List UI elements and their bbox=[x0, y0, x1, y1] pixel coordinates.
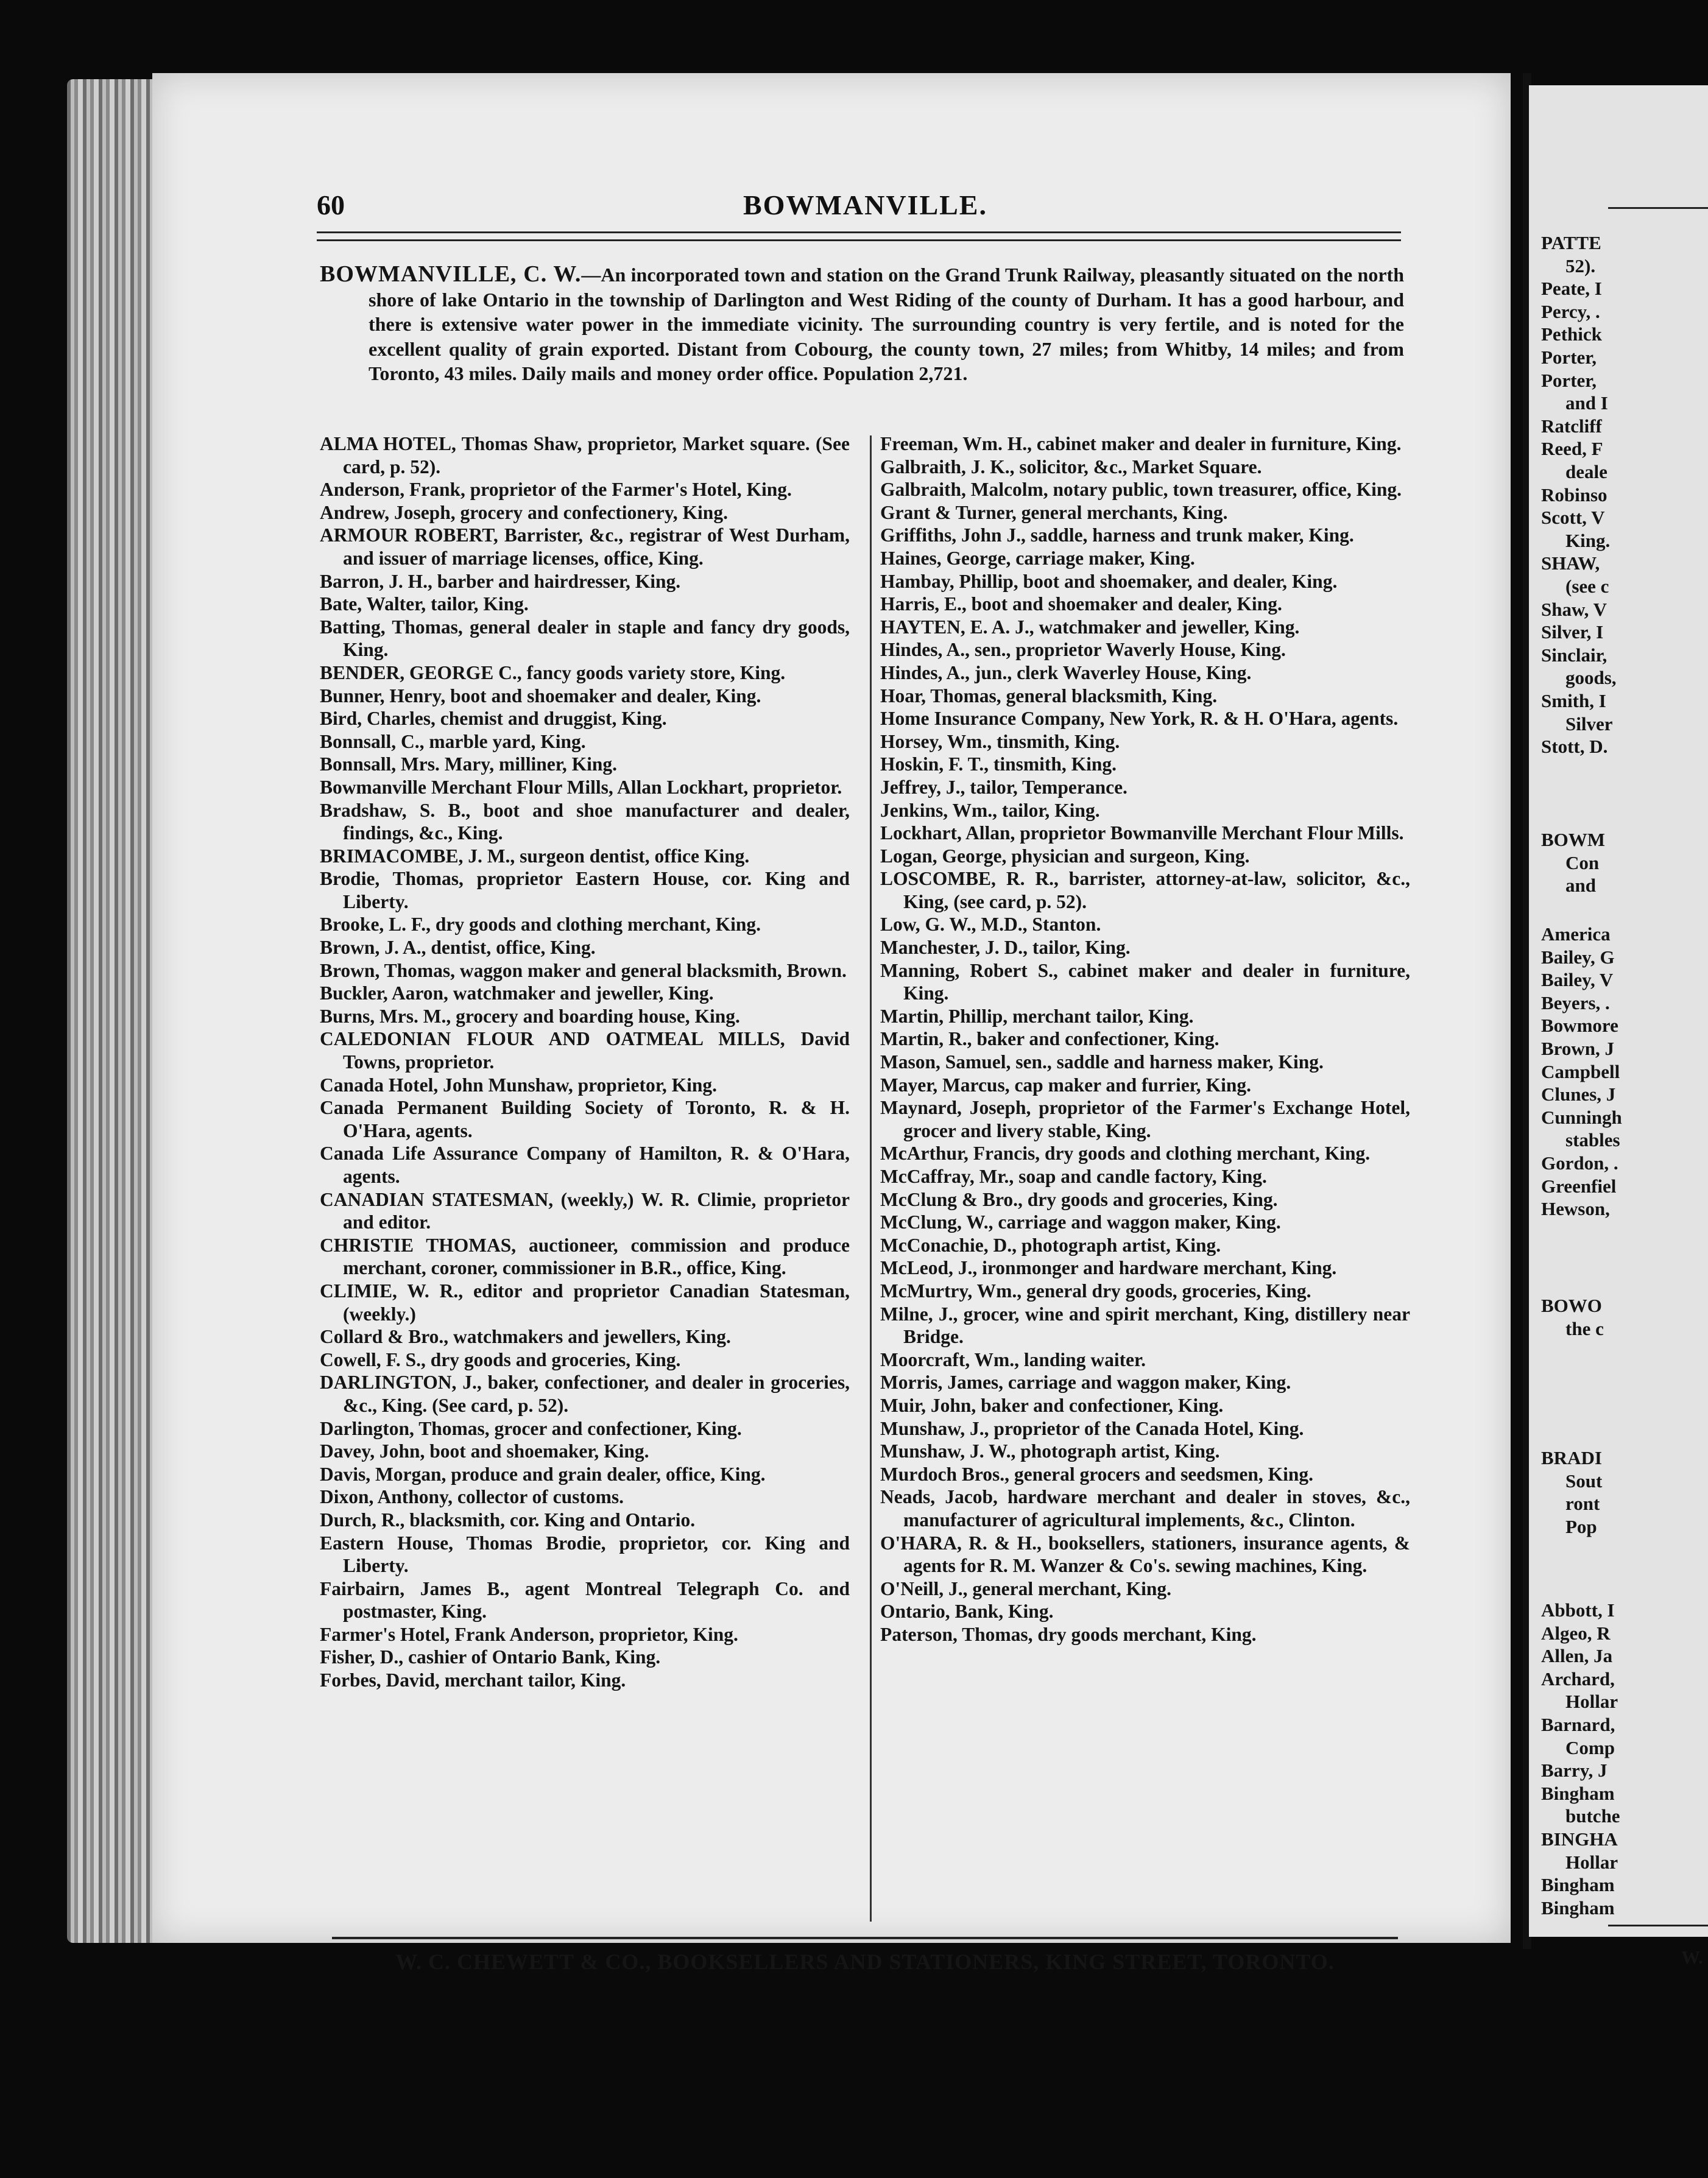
header-double-rule bbox=[317, 231, 1401, 241]
facing-page-fragment: Bingham bbox=[1541, 1874, 1615, 1896]
directory-entry: Freeman, Wm. H., cabinet maker and dealer in furniture, King. bbox=[880, 433, 1402, 454]
directory-entry: Hindes, A., sen., proprietor Waverly House, King. bbox=[880, 639, 1286, 661]
directory-entry: Darlington, Thomas, grocer and confectioner, King. bbox=[320, 1417, 742, 1439]
facing-page-fragment: Con bbox=[1565, 851, 1600, 873]
directory-entry: Farmer's Hotel, Frank Anderson, proprietor, King. bbox=[320, 1623, 738, 1645]
directory-entry: Brown, Thomas, waggon maker and general blacksmith, Brown. bbox=[320, 959, 847, 981]
directory-entry: McLeod, J., ironmonger and hardware merchant, King. bbox=[880, 1257, 1337, 1279]
directory-entry: Fairbairn, James B., agent Montreal Telegraph Co. and postmaster, King. bbox=[320, 1577, 850, 1623]
directory-entry: Munshaw, J. W., photograph artist, King. bbox=[880, 1440, 1220, 1462]
directory-entry: Hindes, A., jun., clerk Waverley House, King. bbox=[880, 661, 1252, 683]
directory-entry: Anderson, Frank, proprietor of the Farmer's Hotel, King. bbox=[320, 479, 792, 501]
directory-entry: Griffiths, John J., saddle, harness and trunk maker, King. bbox=[880, 524, 1354, 546]
directory-entry: Barron, J. H., barber and hairdresser, King. bbox=[320, 570, 681, 592]
directory-entry: Maynard, Joseph, proprietor of the Farmer's Exchange Hotel, grocer and livery stable, King. bbox=[880, 1097, 1410, 1141]
page-header bbox=[317, 189, 1401, 225]
directory-entry: Galbraith, Malcolm, notary public, town treasurer, office, King. bbox=[880, 479, 1402, 501]
directory-entry: Morris, James, carriage and waggon maker, King. bbox=[880, 1372, 1291, 1394]
facing-page-fragment: Barry, J bbox=[1541, 1760, 1607, 1782]
directory-entry: Andrew, Joseph, grocery and confectionery, King. bbox=[320, 501, 728, 523]
facing-page-fragment: Reed, F bbox=[1541, 438, 1603, 460]
facing-page-fragment: Silver, I bbox=[1541, 621, 1604, 643]
directory-entry: CANADIAN STATESMAN, (weekly,) W. R. Climie, proprietor and editor. bbox=[320, 1188, 850, 1233]
directory-entry: Canada Life Assurance Company of Hamilton, R. & O'Hara, agents. bbox=[320, 1143, 850, 1187]
facing-page-fragment: Smith, I bbox=[1541, 690, 1606, 711]
facing-page-fragment: Allen, Ja bbox=[1541, 1645, 1613, 1667]
facing-page-fragment: Bowmore bbox=[1541, 1015, 1618, 1037]
facing-page-fragment: SHAW, bbox=[1541, 552, 1600, 574]
directory-entry: BRIMACOMBE, J. M., surgeon dentist, office King. bbox=[320, 845, 750, 867]
facing-page-fragment: ront bbox=[1565, 1493, 1600, 1515]
facing-page-fragment: Silver bbox=[1565, 713, 1613, 735]
facing-page-fragment: Porter, bbox=[1541, 369, 1597, 391]
facing-page-rule bbox=[1608, 207, 1708, 209]
directory-entry: Bate, Walter, tailor, King. bbox=[320, 593, 529, 615]
facing-page-fragment: (see c bbox=[1565, 576, 1609, 597]
facing-page-fragment: 52). bbox=[1565, 255, 1596, 277]
book-page-edges bbox=[67, 79, 164, 1943]
facing-page-fragment: Beyers, . bbox=[1541, 992, 1610, 1013]
directory-entry: McClung, W., carriage and waggon maker, King. bbox=[880, 1211, 1281, 1233]
directory-entry: Grant & Turner, general merchants, King. bbox=[880, 501, 1228, 523]
directory-entry: McConachie, D., photograph artist, King. bbox=[880, 1234, 1221, 1256]
facing-page-fragment: King. bbox=[1565, 529, 1611, 551]
facing-page-fragment: Pop bbox=[1565, 1515, 1597, 1537]
directory-entry: Canada Permanent Building Society of Toronto, R. & H. O'Hara, agents. bbox=[320, 1097, 850, 1141]
directory-entry: Home Insurance Company, New York, R. & H. O'Hara, agents. bbox=[880, 708, 1399, 730]
facing-page-fragment: stables bbox=[1565, 1129, 1620, 1151]
publisher-footer: W. C. CHEWETT & CO., BOOKSELLERS AND STATIONERS, KING STREET, TORONTO. bbox=[395, 1950, 1335, 1974]
directory-entry: Brodie, Thomas, proprietor Eastern House, cor. King and Liberty. bbox=[320, 868, 850, 912]
facing-page-fragment: Archard, bbox=[1541, 1668, 1615, 1690]
directory-entry: Burns, Mrs. M., grocery and boarding house, King. bbox=[320, 1005, 740, 1027]
facing-page-fragment: butche bbox=[1565, 1805, 1620, 1827]
facing-page-fragment: Stott, D. bbox=[1541, 736, 1608, 758]
directory-entry: Bird, Charles, chemist and druggist, King. bbox=[320, 708, 667, 730]
directory-entry: Logan, George, physician and surgeon, King. bbox=[880, 845, 1250, 867]
facing-page-fragment: Gordon, . bbox=[1541, 1152, 1618, 1174]
town-name: BOWMANVILLE, C. W. bbox=[320, 261, 582, 287]
directory-entry: HAYTEN, E. A. J., watchmaker and jeweller, King. bbox=[880, 616, 1300, 638]
facing-page-fragment: the c bbox=[1565, 1317, 1604, 1339]
facing-page-fragment: deale bbox=[1565, 461, 1607, 482]
running-head-title: BOWMANVILLE. bbox=[743, 189, 987, 220]
directory-entry: Bonnsall, C., marble yard, King. bbox=[320, 730, 586, 752]
facing-page-fragment: Hewson, bbox=[1541, 1198, 1610, 1220]
facing-page-fragment: Bailey, V bbox=[1541, 969, 1614, 991]
directory-entry: Davey, John, boot and shoemaker, King. bbox=[320, 1440, 649, 1462]
directory-entry: Neads, Jacob, hardware merchant and dealer in stoves, &c., manufacturer of agricultural implements, &c., Clinton. bbox=[880, 1486, 1410, 1531]
directory-entry: CALEDONIAN FLOUR AND OATMEAL MILLS, David Towns, proprietor. bbox=[320, 1028, 850, 1073]
directory-entry: Murdoch Bros., general grocers and seedsmen, King. bbox=[880, 1463, 1314, 1485]
directory-entry: Cowell, F. S., dry goods and groceries, King. bbox=[320, 1348, 681, 1370]
directory-entry: Hoskin, F. T., tinsmith, King. bbox=[880, 753, 1117, 775]
directory-entry: Davis, Morgan, produce and grain dealer, office, King. bbox=[320, 1463, 766, 1485]
directory-entry: CLIMIE, W. R., editor and proprietor Canadian Statesman, (weekly.) bbox=[320, 1280, 850, 1325]
directory-entry: Horsey, Wm., tinsmith, King. bbox=[880, 730, 1120, 752]
directory-entry: ARMOUR ROBERT, Barrister, &c., registrar of West Durham, and issuer of marriage licenses, office, King. bbox=[320, 524, 850, 569]
facing-page-fragment: Abbott, I bbox=[1541, 1599, 1615, 1621]
directory-entry: Jenkins, Wm., tailor, King. bbox=[880, 799, 1100, 821]
facing-page-footer: W. bbox=[1681, 1947, 1703, 1968]
facing-page-fragment: Bingham bbox=[1541, 1897, 1615, 1919]
directory-entry: Milne, J., grocer, wine and spirit merchant, King, distillery near Bridge. bbox=[880, 1303, 1410, 1348]
directory-entry: Haines, George, carriage maker, King. bbox=[880, 547, 1195, 569]
directory-entry: McCaffray, Mr., soap and candle factory, King. bbox=[880, 1166, 1267, 1187]
directory-entry: CHRISTIE THOMAS, auctioneer, commission and produce merchant, coroner, commissioner in B.R., office, King. bbox=[320, 1234, 850, 1279]
facing-page-fragment: Greenfiel bbox=[1541, 1175, 1617, 1197]
town-description bbox=[320, 262, 1404, 386]
directory-entry: Martin, R., baker and confectioner, King. bbox=[880, 1028, 1219, 1050]
directory-entry: Muir, John, baker and confectioner, King. bbox=[880, 1394, 1224, 1416]
directory-entry: McMurtry, Wm., general dry goods, groceries, King. bbox=[880, 1280, 1311, 1302]
facing-page-fragment: Hollar bbox=[1565, 1691, 1618, 1713]
directory-entry: BENDER, GEORGE C., fancy goods variety store, King. bbox=[320, 661, 786, 683]
directory-entry: Ontario, Bank, King. bbox=[880, 1601, 1054, 1623]
facing-page-fragment: Bingham bbox=[1541, 1782, 1615, 1804]
directory-entry: Canada Hotel, John Munshaw, proprietor, King. bbox=[320, 1074, 717, 1096]
directory-entry: Bonnsall, Mrs. Mary, milliner, King. bbox=[320, 753, 617, 775]
directory-entry: Forbes, David, merchant tailor, King. bbox=[320, 1669, 626, 1691]
directory-entry: Manning, Robert S., cabinet maker and dealer in furniture, King. bbox=[880, 959, 1410, 1004]
directory-entry: Manchester, J. D., tailor, King. bbox=[880, 937, 1131, 959]
directory-column-left bbox=[320, 432, 850, 1692]
directory-entry: Brooke, L. F., dry goods and clothing merchant, King. bbox=[320, 914, 761, 936]
facing-page-fragment: Shaw, V bbox=[1541, 598, 1607, 620]
directory-entry: Brown, J. A., dentist, office, King. bbox=[320, 937, 596, 959]
directory-entry: Buckler, Aaron, watchmaker and jeweller, King. bbox=[320, 982, 714, 1004]
facing-page-fragment: BOWO bbox=[1541, 1295, 1602, 1316]
directory-entry: Jeffrey, J., tailor, Temperance. bbox=[880, 776, 1127, 798]
facing-page-fragment: BOWM bbox=[1541, 829, 1606, 850]
facing-page-fragment: and I bbox=[1565, 392, 1608, 414]
directory-entry: Hambay, Phillip, boot and shoemaker, and dealer, King. bbox=[880, 570, 1338, 592]
directory-entry: LOSCOMBE, R. R., barrister, attorney-at-law, solicitor, &c., King, (see card, p. 52). bbox=[880, 868, 1410, 912]
directory-entry: Bunner, Henry, boot and shoemaker and dealer, King. bbox=[320, 685, 761, 707]
facing-page-fragment: and bbox=[1565, 875, 1596, 897]
facing-page-rule bbox=[1608, 1925, 1708, 1926]
directory-entry: DARLINGTON, J., baker, confectioner, and dealer in groceries, &c., King. (See card, p. 52). bbox=[320, 1372, 850, 1416]
directory-entry: Dixon, Anthony, collector of customs. bbox=[320, 1486, 624, 1508]
facing-page-fragment: Barnard, bbox=[1541, 1714, 1615, 1735]
directory-entry: McClung & Bro., dry goods and groceries, King. bbox=[880, 1188, 1278, 1210]
directory-entry: Batting, Thomas, general dealer in staple and fancy dry goods, King. bbox=[320, 616, 850, 661]
directory-entry: Eastern House, Thomas Brodie, proprietor, cor. King and Liberty. bbox=[320, 1532, 850, 1577]
facing-page-fragment: BRADI bbox=[1541, 1447, 1602, 1468]
directory-column-right bbox=[880, 432, 1410, 1646]
footer-rule bbox=[332, 1937, 1398, 1939]
facing-page-fragment: America bbox=[1541, 923, 1611, 945]
directory-entry: Mason, Samuel, sen., saddle and harness maker, King. bbox=[880, 1051, 1324, 1073]
facing-page-fragment: Comp bbox=[1565, 1736, 1615, 1758]
column-divider bbox=[870, 435, 872, 1922]
directory-entry: O'HARA, R. & H., booksellers, stationers, insurance agents, & agents for R. M. Wanzer & Co's. sewing machines, King. bbox=[880, 1532, 1410, 1577]
facing-page-fragment: Algeo, R bbox=[1541, 1622, 1611, 1644]
facing-page-fragment: Hollar bbox=[1565, 1851, 1618, 1873]
directory-entry: Martin, Phillip, merchant tailor, King. bbox=[880, 1005, 1194, 1027]
directory-entry: McArthur, Francis, dry goods and clothing merchant, King. bbox=[880, 1143, 1371, 1165]
directory-entry: Lockhart, Allan, proprietor Bowmanville Merchant Flour Mills. bbox=[880, 822, 1404, 844]
facing-page-fragment: Sinclair, bbox=[1541, 644, 1607, 666]
facing-page-fragment: Pethick bbox=[1541, 323, 1602, 345]
directory-entry: Hoar, Thomas, general blacksmith, King. bbox=[880, 685, 1218, 707]
directory-entry: Bowmanville Merchant Flour Mills, Allan Lockhart, proprietor. bbox=[320, 776, 842, 798]
directory-entry: Mayer, Marcus, cap maker and furrier, King. bbox=[880, 1074, 1251, 1096]
directory-entry: ALMA HOTEL, Thomas Shaw, proprietor, Market square. (See card, p. 52). bbox=[320, 433, 850, 478]
directory-entry: Moorcraft, Wm., landing waiter. bbox=[880, 1348, 1146, 1370]
facing-page-fragment: Bailey, G bbox=[1541, 946, 1615, 968]
directory-entry: Low, G. W., M.D., Stanton. bbox=[880, 914, 1101, 936]
directory-entry: Fisher, D., cashier of Ontario Bank, King. bbox=[320, 1646, 661, 1668]
facing-page-fragment: Campbell bbox=[1541, 1060, 1620, 1082]
facing-page-fragment: Cunningh bbox=[1541, 1106, 1622, 1128]
facing-page-fragment: BINGHA bbox=[1541, 1828, 1618, 1850]
facing-page-fragment: Ratcliff bbox=[1541, 415, 1602, 437]
facing-page-fragment: Peate, I bbox=[1541, 278, 1602, 300]
directory-entry: Paterson, Thomas, dry goods merchant, King. bbox=[880, 1623, 1257, 1645]
facing-page-fragment: Robinso bbox=[1541, 484, 1607, 506]
directory-entry: Galbraith, J. K., solicitor, &c., Market Square. bbox=[880, 456, 1262, 478]
page-number: 60 bbox=[317, 189, 345, 220]
facing-page-fragment: Sout bbox=[1565, 1470, 1603, 1492]
facing-page-fragment: goods, bbox=[1565, 667, 1617, 689]
directory-entry: Harris, E., boot and shoemaker and dealer, King. bbox=[880, 593, 1282, 615]
directory-entry: Durch, R., blacksmith, cor. King and Ontario. bbox=[320, 1509, 696, 1531]
facing-page-fragment: Porter, bbox=[1541, 347, 1597, 368]
facing-page-fragment: Brown, J bbox=[1541, 1038, 1615, 1059]
directory-entry: O'Neill, J., general merchant, King. bbox=[880, 1577, 1171, 1599]
town-description-text: —An incorporated town and station on the Grand Trunk Railway, pleasantly situated on the north shore of lake Ontario in the township of Darlington and West Riding of the county of Durham. It has a good harbour, and there is extensive water power in the immediate vicinity. The surrounding country is very fertile, and is noted for the excellent quality of grain exported. Distant from Cobourg, the county town, 27 miles; from Whitby, 14 miles; and from Toronto, 43 miles. Daily mails and money order office. Population 2,721. bbox=[369, 264, 1404, 384]
facing-page-fragment: Clunes, J bbox=[1541, 1084, 1616, 1105]
facing-page-fragment: Scott, V bbox=[1541, 507, 1605, 529]
facing-page-fragment: PATTE bbox=[1541, 232, 1601, 253]
directory-entry: Munshaw, J., proprietor of the Canada Hotel, King. bbox=[880, 1417, 1304, 1439]
directory-entry: Bradshaw, S. B., boot and shoe manufacturer and dealer, findings, &c., King. bbox=[320, 799, 850, 844]
directory-entry: Collard & Bro., watchmakers and jewellers, King. bbox=[320, 1326, 731, 1348]
facing-page-fragment: Percy, . bbox=[1541, 300, 1600, 322]
